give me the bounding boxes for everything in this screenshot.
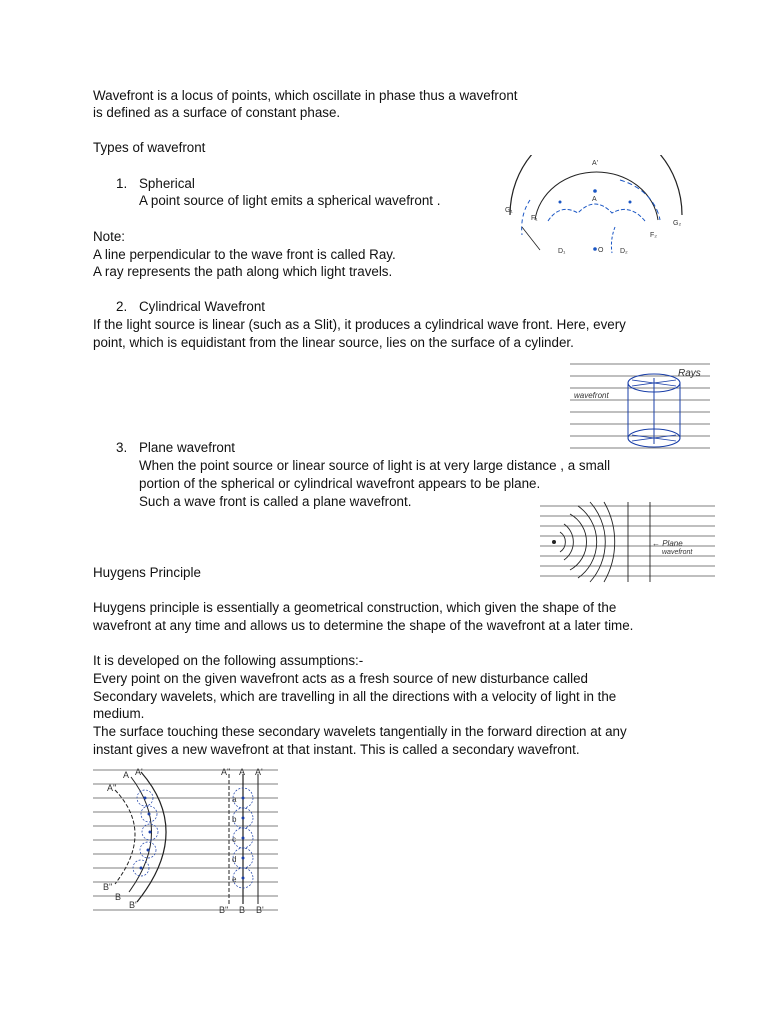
label-plane: ← Plane [652, 539, 683, 548]
cylindrical-wavefront-figure [570, 358, 710, 458]
label-point-c: c [232, 835, 236, 844]
intro-line-1: Wavefront is a locus of points, which oscillate in phase thus a wavefront [93, 88, 518, 103]
label-b-prime-right: B' [256, 905, 264, 914]
intro-line-2: is defined as a surface of constant phase. [93, 105, 341, 120]
note-line-2: A ray represents the path along which light travels. [93, 264, 393, 279]
item3-line-3: Such a wave front is called a plane wavefront. [139, 494, 412, 509]
label-d1: D₁ [558, 248, 566, 255]
label-g1: G₁ [505, 207, 513, 214]
assumptions-line-1: It is developed on the following assumptions:- [93, 653, 364, 668]
label-point-e: e [232, 875, 237, 884]
label-a: A [592, 196, 597, 203]
label-b-prime-left: B' [129, 900, 137, 910]
item2-number: 2. [116, 299, 128, 314]
label-a-prime-right: A' [255, 767, 263, 777]
label-plane-wavefront: wavefront [662, 549, 693, 556]
label-point-d: d [232, 855, 237, 864]
label-rays: Rays [678, 368, 701, 379]
assumptions-line-3: Secondary wavelets, which are travelling in all the directions with a velocity of light in the [93, 689, 617, 704]
label-wavefront: wavefront [574, 391, 609, 400]
label-a-double-right: A'' [221, 767, 231, 777]
label-a-double-left: A'' [107, 783, 117, 793]
item3-line-2: portion of the spherical or cylindrical wavefront appears to be plane. [139, 476, 541, 491]
item2-title: Cylindrical Wavefront [139, 299, 266, 314]
note-label: Note: [93, 229, 126, 244]
label-o: O [598, 247, 604, 254]
item2-line-1: If the light source is linear (such as a Slit), it produces a cylindrical wave front. Here, every [93, 317, 626, 332]
spherical-wavefront-figure [500, 155, 690, 260]
item3-line-1: When the point source or linear source of light is at very large distance , a small [139, 458, 611, 473]
item3-title: Plane wavefront [139, 440, 236, 455]
note-line-1: A line perpendicular to the wave front is called Ray. [93, 247, 396, 262]
item1-description: A point source of light emits a spherical wavefront . [139, 193, 441, 208]
label-f2: F₂ [650, 232, 657, 239]
huygens-construction-figure [93, 762, 278, 914]
label-g2: G₂ [673, 220, 682, 227]
huygens-line-1: Huygens principle is essentially a geometrical construction, which given the shape of the [93, 600, 617, 615]
plane-wavefront-figure [540, 500, 715, 585]
item1-number: 1. [116, 176, 128, 191]
label-a-prime-left: A' [135, 767, 143, 777]
label-a-right: A [239, 767, 246, 777]
item3-number: 3. [116, 440, 128, 455]
label-a-left: A [123, 770, 130, 780]
label-f1: F₁ [531, 215, 538, 222]
item1-title: Spherical [139, 176, 195, 191]
assumptions-line-6: instant gives a new wavefront at that instant. This is called a secondary wavefront. [93, 742, 580, 757]
label-point-a: a [232, 795, 237, 804]
label-a1: A' [592, 160, 599, 167]
label-point-b: b [232, 815, 237, 824]
label-d2: D₂ [620, 248, 628, 255]
huygens-line-2: wavefront at any time and allows us to determine the shape of the wavefront at a later time. [93, 618, 634, 633]
assumptions-line-2: Every point on the given wavefront acts as a fresh source of new disturbance called [93, 671, 588, 686]
huygens-heading: Huygens Principle [93, 565, 201, 580]
assumptions-line-4: medium. [93, 706, 145, 721]
label-b-left: B [115, 892, 122, 902]
label-b-double-right: B'' [219, 905, 229, 914]
label-b-right: B [239, 905, 246, 914]
assumptions-line-5: The surface touching these secondary wavelets tangentially in the forward direction at any [93, 724, 627, 739]
label-b-double-left: B'' [103, 882, 113, 892]
types-heading: Types of wavefront [93, 140, 206, 155]
item2-line-2: point, which is equidistant from the linear source, lies on the surface of a cylinder. [93, 335, 574, 350]
